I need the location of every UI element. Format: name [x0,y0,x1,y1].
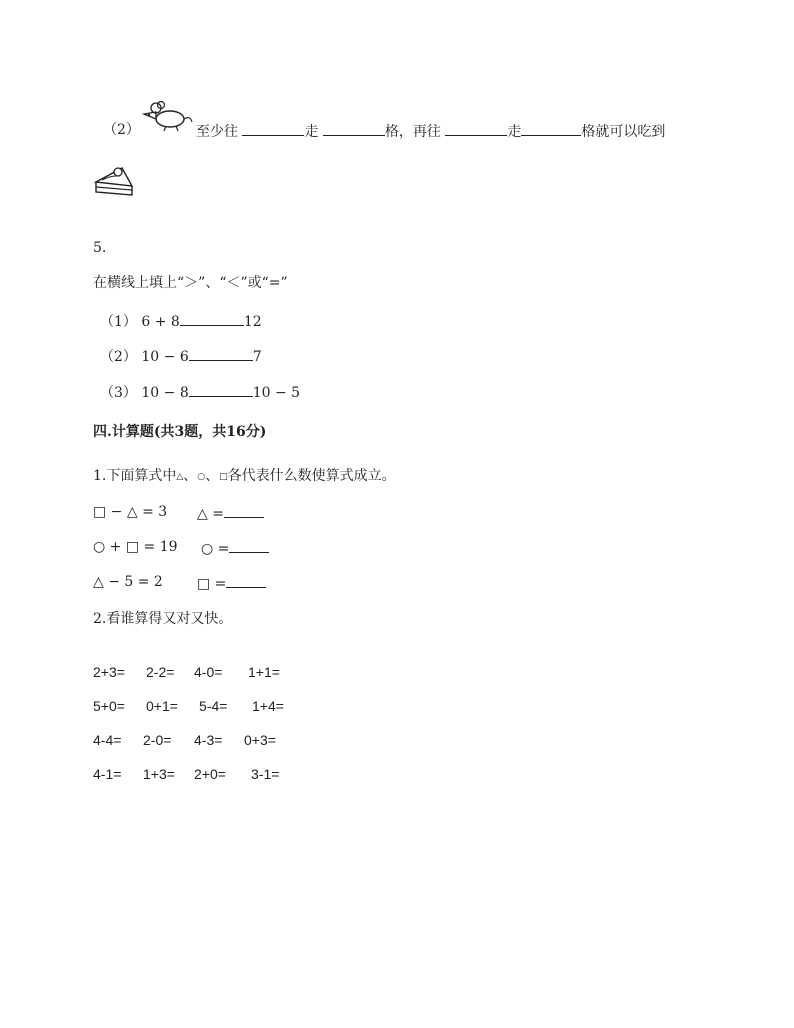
calc-2-item: 5+0= [93,698,125,714]
q5-item-2-left: 10 − 6 [141,349,189,365]
q5-item-2-right: 7 [252,349,262,365]
section-4-title: 四.计算题(共3题，共16分) [93,424,267,440]
q2-blank-4[interactable] [521,121,581,136]
calc-1-ans-1-blank[interactable] [224,503,264,518]
calc-2-item: 5-4= [199,698,228,714]
calc-1-ans-1-label: △ = [197,506,224,522]
q5-item-1-number: （1） [100,314,137,330]
q5-item-2 [100,346,262,366]
q2-blank-3[interactable] [445,121,507,136]
calc-2-item: 4-0= [194,664,223,680]
q2-text-1: 至少往 [196,124,238,140]
calc-1-title: 1.下面算式中△、○、□各代表什么数使算式成立。 [93,468,396,484]
calc-1-eq-1-text: □ − △ = 3 [93,504,168,520]
calc-1-ans-2-blank[interactable] [229,538,269,553]
calc-1-eq-2-text: ○ + □ = 19 [93,539,178,555]
calc-2-item: 2-0= [143,732,172,748]
calc-2-item: 1+4= [252,698,284,714]
circle-icon: ○ [197,472,206,482]
q5-item-2-number: （2） [100,349,137,365]
calc-1-ans-2 [201,538,269,558]
calc-1-ans-1 [197,503,264,523]
calc-2-item: 0+3= [244,732,276,748]
question-5-instruction: 在横线上填上“＞”、“＜”或“=” [93,275,288,291]
triangle-icon: △ [176,472,184,482]
mouse-icon [134,96,194,136]
calc-1-title-a: 1.下面算式中 [93,468,177,484]
calc-1-eq-2 [93,538,178,556]
calc-1-ans-3-label: □ = [197,576,227,592]
question-2-number: （2） [103,122,140,138]
q2-text-3: 格，再往 [384,124,441,140]
calc-2-item: 4-3= [194,732,223,748]
cake-icon [92,162,138,198]
q5-item-1-right: 12 [243,314,262,330]
calc-2-item: 3-1= [251,766,280,782]
calc-2-item: 1+1= [248,664,280,680]
calc-1-ans-2-label: ○ = [201,541,230,557]
q5-item-3-number: （3） [100,385,137,401]
calc-2-item: 4-4= [93,732,122,748]
calc-1-eq-3 [93,573,163,591]
square-icon: □ [219,472,228,482]
calc-1-ans-3-blank[interactable] [226,573,266,588]
q5-item-2-blank[interactable] [189,346,253,361]
q2-text-4: 走 [507,124,522,140]
calc-2-item: 2+0= [194,766,226,782]
calc-1-eq-1 [93,503,167,521]
q2-text-5: 格就可以吃到 [581,124,666,140]
q5-item-3-blank[interactable] [189,382,253,397]
q2-text-2: 走 [304,124,319,140]
q5-item-1-left: 6 + 8 [141,314,180,330]
calc-1-ans-3 [197,573,266,593]
q5-item-3-left: 10 − 8 [141,385,189,401]
q2-blank-2[interactable] [323,121,385,136]
calc-2-item: 1+3= [143,766,175,782]
calc-2-title: 2.看谁算得又对又快。 [93,611,233,627]
calc-1-title-b: 各代表什么数使算式成立。 [227,468,396,484]
calc-2-item: 0+1= [146,698,178,714]
calc-1-eq-3-text: △ − 5 = 2 [93,574,163,590]
calc-2-item: 4-1= [93,766,122,782]
q5-item-3-right: 10 − 5 [252,385,301,401]
calc-2-item: 2-2= [146,664,175,680]
q5-item-3 [100,382,300,402]
calc-2-item: 2+3= [93,664,125,680]
q5-item-1 [100,311,262,331]
q5-item-1-blank[interactable] [180,311,244,326]
question-2-text [196,121,665,141]
q2-blank-1[interactable] [242,121,304,136]
question-5-number: 5. [93,240,107,256]
